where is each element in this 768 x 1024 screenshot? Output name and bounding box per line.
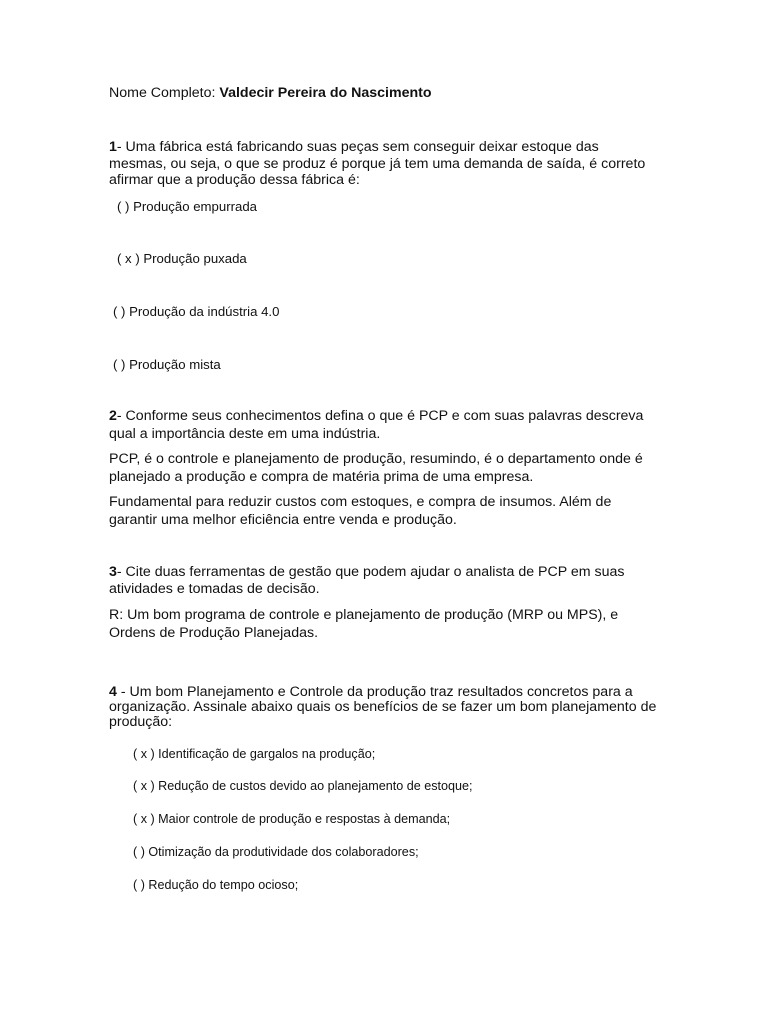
q1-option-2: ( x ) Produção puxada: [117, 251, 247, 266]
q4-option-3: ( x ) Maior controle de produção e respostas à demanda;: [133, 812, 451, 826]
q4-option-4: ( ) Otimização da produtividade dos colaboradores;: [133, 845, 419, 859]
q2-answer-1-line-2: planejado a produção e compra de matéria prima de uma empresa.: [109, 469, 534, 485]
q3-answer-line-2: Ordens de Produção Planejadas.: [109, 625, 319, 641]
name-label: Nome Completo:: [109, 85, 216, 101]
q4-line-2: organização. Assinale abaixo quais os benefícios de se fazer um bom planejamento de: [109, 699, 657, 715]
q2-answer-2-line-1: Fundamental para reduzir custos com estoques, e compra de insumos. Além de: [109, 494, 612, 510]
q1-option-4: ( ) Produção mista: [113, 357, 221, 372]
q1-number: 1: [109, 139, 117, 155]
q2-answer-1-line-1: PCP, é o controle e planejamento de produção, resumindo, é o departamento onde é: [109, 451, 643, 467]
q1-option-1: ( ) Produção empurrada: [117, 199, 258, 214]
q3-text-1: - Cite duas ferramentas de gestão que podem ajudar o analista de PCP em suas: [116, 564, 625, 580]
q4-text-1: - Um bom Planejamento e Controle da produção traz resultados concretos para a: [116, 684, 633, 700]
q2-text-1: - Conforme seus conhecimentos defina o que é PCP e com suas palavras descreva: [116, 408, 644, 424]
q4-option-1: ( x ) Identificação de gargalos na produção;: [133, 747, 376, 761]
q3-answer-line-1: R: Um bom programa de controle e planejamento de produção (MRP ou MPS), e: [109, 607, 619, 623]
q2-line-2: qual a importância deste em uma indústria.: [109, 426, 381, 442]
q3-line-2: atividades e tomadas de decisão.: [109, 581, 320, 597]
q1-line-2: mesmas, ou seja, o que se produz é porque já tem uma demanda de saída, é correto: [109, 156, 646, 172]
name-line: [109, 85, 432, 102]
name-value: Valdecir Pereira do Nascimento: [219, 85, 432, 101]
q1-line-3: afirmar que a produção dessa fábrica é:: [109, 172, 360, 188]
q1-line-1: [109, 139, 599, 156]
q3-number: 3: [109, 564, 117, 580]
q2-answer-2-line-2: garantir uma melhor eficiência entre venda e produção.: [109, 512, 457, 528]
q4-option-2: ( x ) Redução de custos devido ao planejamento de estoque;: [133, 779, 473, 793]
q4-number: 4: [109, 684, 117, 700]
q1-option-3: ( ) Produção da indústria 4.0: [113, 304, 280, 319]
q4-option-5: ( ) Redução do tempo ocioso;: [133, 878, 299, 892]
q2-line-1: [109, 408, 643, 425]
q1-text-1: - Uma fábrica está fabricando suas peças sem conseguir deixar estoque das: [116, 139, 599, 155]
q2-number: 2: [109, 408, 117, 424]
q4-line-3: produção:: [109, 714, 173, 730]
q3-line-1: [109, 564, 625, 581]
